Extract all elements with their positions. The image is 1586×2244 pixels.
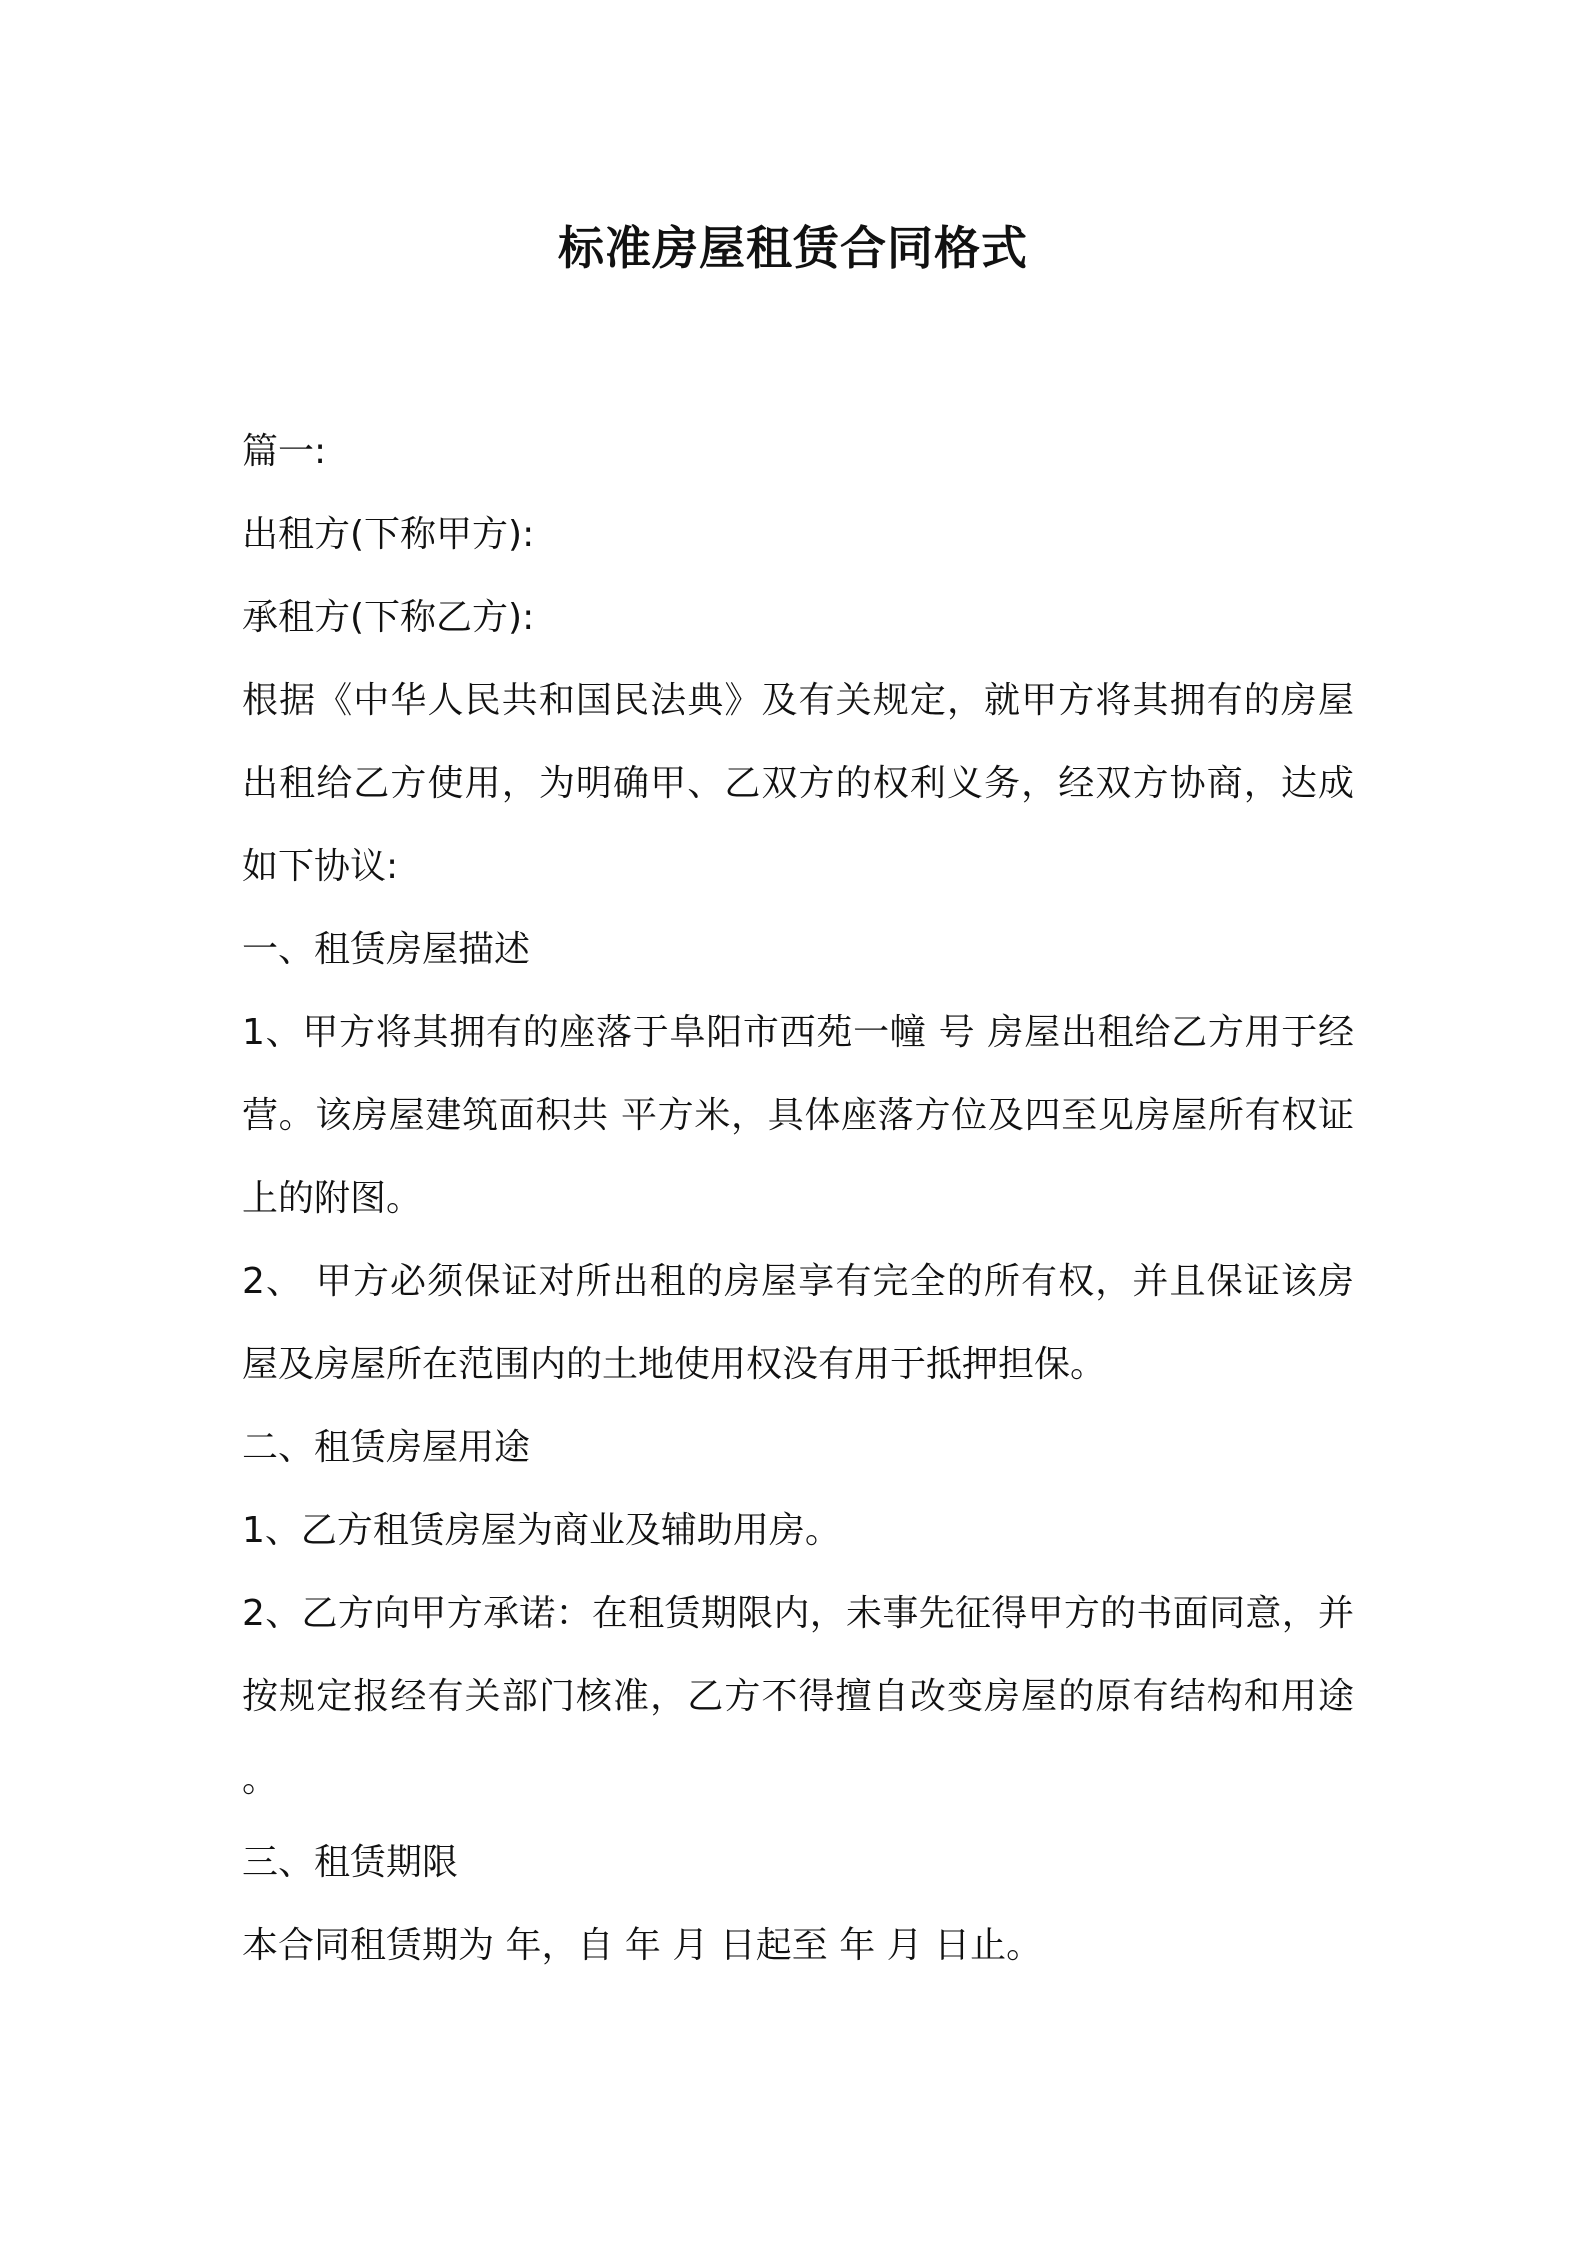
preamble-paragraph: 根据《中华人民共和国民法典》及有关规定，就甲方将其拥有的房屋出租给乙方使用，为明确甲、乙双方的权利义务，经双方协商，达成如下协议: xyxy=(242,680,1354,887)
clause-heading: 二、租赁房屋用途 xyxy=(242,1427,531,1468)
clause-item: 1、甲方将其拥有的座落于阜阳市西苑一幢 号 房屋出租给乙方用于经营。该房屋建筑面积共 平方米，具体座落方位及四至见房屋所有权证上的附图。 xyxy=(242,1012,1354,1219)
clause-item: 1、乙方租赁房屋为商业及辅助用房。 xyxy=(242,1510,841,1551)
clause-heading: 三、租赁期限 xyxy=(242,1842,459,1883)
clause-heading: 一、租赁房屋描述 xyxy=(242,929,531,970)
section-heading: 篇一: xyxy=(242,431,327,472)
document-title: 标准房屋租赁合同格式 xyxy=(558,221,1028,275)
clause-item: 2、 甲方必须保证对所出租的房屋享有完全的所有权，并且保证该房屋及房屋所在范围内的土地使用权没有用于抵押担保。 xyxy=(242,1261,1354,1385)
document-body xyxy=(242,410,1354,1987)
lessee-line: 承租方(下称乙方): xyxy=(242,597,535,638)
lessor-line: 出租方(下称甲方): xyxy=(242,514,535,555)
clause-item: 2、乙方向甲方承诺：在租赁期限内，未事先征得甲方的书面同意，并按规定报经有关部门核准，乙方不得擅自改变房屋的原有结构和用途。 xyxy=(242,1593,1354,1800)
clause-item: 本合同租赁期为 年，自 年 月 日起至 年 月 日止。 xyxy=(242,1925,1043,1966)
